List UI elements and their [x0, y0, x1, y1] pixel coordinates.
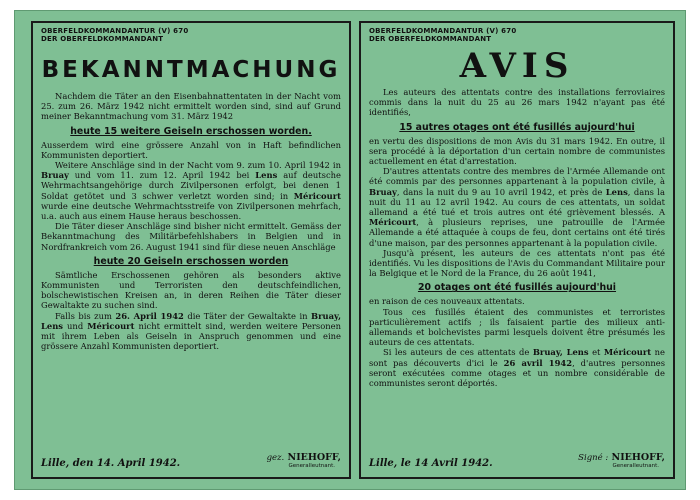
- office-line-1: OBERFELDKOMMANDANTUR (V) 670: [369, 27, 517, 35]
- paragraph-communists: Sämtliche Erschossenen gehören als besonders aktive Kommunisten und Terroristen den deutschfeindlichen, bolschewistischen Kreisen an, in deren Reihen die Täter dieser Gewaltakte zu suchen sind.: [41, 269, 341, 311]
- signature-footer: [369, 452, 665, 469]
- place-date: Lille, den 14. April 1942.: [41, 458, 181, 469]
- signature-block: [267, 452, 341, 469]
- poster-sheet: [14, 10, 686, 490]
- paragraph-ultimatum: Si les auteurs de ces attentats de Bruay, Lens et Méricourt ne sont pas découverts d'ici le 26 avril 1942, d'autres personnes seront exécutées comme otages et un nombre considérable de communistes seront déportés.: [369, 347, 665, 389]
- place-date: Lille, le 14 Avril 1942.: [369, 458, 493, 469]
- office-header: [41, 27, 341, 43]
- paragraph-ultimatum: Falls bis zum 26. April 1942 die Täter der Gewaltakte in Bruay, Lens und Méricourt nicht ermittelt sind, werden weitere Personen mit ihrem Leben als Geiseln in Anspruch genommen und eine grössere Anzahl Kommunisten deportiert.: [41, 310, 341, 352]
- headline-20-hostages: heute 20 Geiseln erschossen worden: [93, 255, 289, 267]
- paragraph-attacks: Weitere Anschläge sind in der Nacht vom 9. zum 10. April 1942 in Bruay und vom 11. zum 12. April 1942 bei Lens auf deutsche Wehrmachtsangehörige durch Zivilpersonen erfolgt, bei denen 1 Soldat getötet und 3 schwer verletzt worden sind; in Méricourt wurde eine deutsche Wehrmachtsstreife von Zivilpersonen mehrfach, u.a. auch aus einem Hause heraus beschossen.: [41, 160, 341, 222]
- french-panel: [359, 21, 675, 479]
- office-header: [369, 27, 665, 43]
- signature-rank: Generalleutnant.: [612, 463, 659, 469]
- signature-name: NIEHOFF,: [287, 452, 341, 463]
- headline-20-hostages: 20 otages ont été fusillés aujourd'hui: [417, 282, 617, 294]
- paragraph-reason: en raison de ces nouveaux attentats.: [369, 296, 525, 307]
- signature-block: [578, 452, 665, 469]
- headline-15-hostages: heute 15 weitere Geiseln erschossen worden.: [70, 125, 312, 137]
- paragraph-communists: Tous ces fusillés étaient des communistes et terroristes particulièrement actifs ; ils faisaient partie des milieux anti-allemands et bolchevistes parmi lesquels doivent être présumés les auteurs de ces attentats.: [369, 306, 665, 348]
- paragraph-perpetrators: Die Täter dieser Anschläge sind bisher nicht ermittelt. Gemäss der Bekanntmachung des Militärbefehlshabers in Belgien und in Nordfrankreich vom 26. August 1941 sind für diese neuen Anschläge: [41, 221, 341, 252]
- office-line-2: DER OBERFELDKOMMANDANT: [369, 35, 492, 43]
- title-bekanntmachung: BEKANNTMACHUNG: [41, 57, 341, 83]
- signature-prefix: Signé :: [578, 453, 609, 463]
- signature-prefix: gez.: [266, 453, 285, 463]
- paragraph-attacks: D'autres attentats contre des membres de l'Armée Allemande ont été commis par des personnes appartenant à la population civile, à Bruay, dans la nuit du 9 au 10 avril 1942, et près de Lens, dans la nuit du 11 au 12 avril 1942. Au cours de ces attentats, un soldat allemand a été tué et trois autres ont été grièvement blessés. A Méricourt, à plusieurs reprises, une patrouille de l'Armée Allemande a été attaquée à coups de feu, dont certains ont été tirés d'une maison, par des personnes appartenant à la population civile.: [369, 166, 665, 248]
- intro-paragraph: Les auteurs des attentats contre des installations ferroviaires commis dans la nuit du 25 au 26 mars 1942 n'ayant pas été identifiés,: [369, 87, 665, 118]
- paragraph-deportation: Ausserdem wird eine grössere Anzahl von in Haft befindlichen Kommunisten deportiert.: [41, 139, 341, 160]
- paragraph-deportation: en vertu des dispositions de mon Avis du 31 mars 1942. En outre, il sera procédé à la déportation d'un certain nombre de communistes actuellement en état d'arrestation.: [369, 135, 665, 167]
- intro-paragraph: Nachdem die Täter an den Eisenbahnattentaten in der Nacht vom 25. zum 26. März 1942 nicht ermittelt worden sind, sind auf Grund meiner Bekanntmachung vom 31. März 1942: [41, 91, 341, 122]
- signature-name: NIEHOFF,: [611, 452, 665, 463]
- paragraph-perpetrators: Jusqu'à présent, les auteurs de ces attentats n'ont pas été identifiés. Vu les dispositions de l'Avis du Commandant Militaire pour la Belgique et le Nord de la France, du 26 août 1941,: [369, 247, 665, 279]
- signature-footer: [41, 452, 341, 469]
- signature-rank: Generalleutnant.: [288, 463, 335, 469]
- title-avis: AVIS: [459, 46, 575, 86]
- office-line-2: DER OBERFELDKOMMANDANT: [41, 35, 164, 43]
- headline-15-hostages: 15 autres otages ont été fusillés aujourd'hui: [399, 121, 635, 133]
- german-panel: [31, 21, 351, 479]
- office-line-1: OBERFELDKOMMANDANTUR (V) 670: [41, 27, 189, 35]
